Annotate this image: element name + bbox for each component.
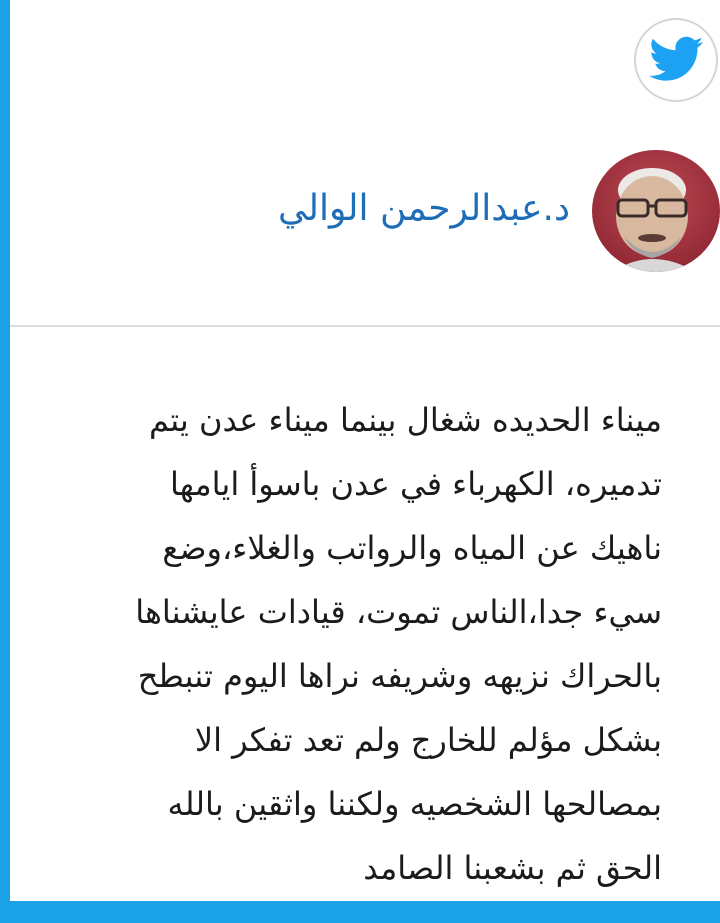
twitter-bird-icon [650,36,704,82]
tweet-line: الحق ثم بشعبنا الصامد [363,849,662,887]
tweet-line: بشكل مؤلم للخارج ولم تعد تفكر الا [194,721,662,759]
bottom-frame-bar [0,901,720,923]
author-name[interactable]: د.عبدالرحمن الوالي [277,188,570,229]
tweet-line: سيء جدا،الناس تموت، قيادات عايشناها [135,593,662,631]
tweet-line: بالحراك نزيهه وشريفه نراها اليوم تنبطح [137,657,662,695]
tweet-line: ميناء الحديده شغال بينما ميناء عدن يتم [148,401,662,439]
left-frame-bar [0,0,10,923]
avatar[interactable] [592,150,720,272]
tweet-line: ناهيك عن المياه والرواتب والغلاء،وضع [162,529,662,567]
avatar-portrait [592,150,720,272]
tweet-line: بمصالحها الشخصيه ولكننا واثقين بالله [167,785,662,823]
tweet-line: تدميره، الكهرباء في عدن باسوأ ايامها [170,465,662,503]
tweet-text [22,388,662,900]
twitter-logo-badge[interactable] [634,18,718,102]
